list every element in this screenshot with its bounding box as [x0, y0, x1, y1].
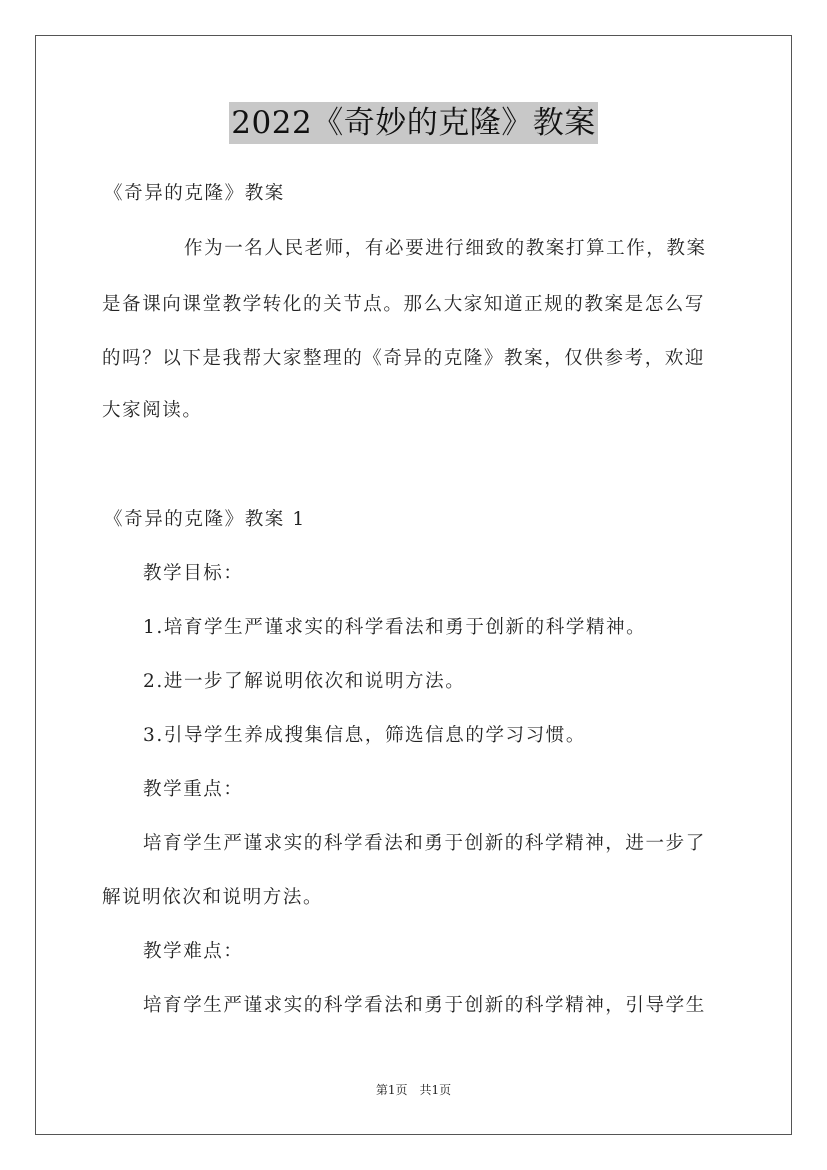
intro-line-4: 大家阅读。 — [102, 400, 203, 421]
title-container — [0, 102, 827, 144]
key-points-line-1: 培育学生严谨求实的科学看法和勇于创新的科学精神，进一步了 — [143, 833, 706, 854]
objectives-heading: 教学目标： — [143, 563, 244, 584]
document-subtitle: 《奇异的克隆》教案 — [104, 183, 285, 204]
intro-line-3: 的吗？以下是我帮大家整理的《奇异的克隆》教案，仅供参考，欢迎 — [102, 348, 706, 369]
objective-item-1: 1.培育学生严谨求实的科学看法和勇于创新的科学精神。 — [143, 617, 647, 638]
difficulties-line-1: 培育学生严谨求实的科学看法和勇于创新的科学精神，引导学生 — [143, 995, 706, 1016]
intro-line-1: 作为一名人民老师，有必要进行细致的教案打算工作，教案 — [184, 238, 707, 259]
document-title: 2022《奇妙的克隆》教案 — [229, 102, 597, 144]
difficulties-heading: 教学难点： — [143, 941, 244, 962]
key-points-line-2: 解说明依次和说明方法。 — [102, 887, 324, 908]
objective-item-3: 3.引导学生养成搜集信息，筛选信息的学习习惯。 — [143, 725, 586, 746]
page-footer: 第1页 共1页 — [375, 1083, 452, 1097]
key-points-heading: 教学重点： — [143, 779, 244, 800]
section-heading: 《奇异的克隆》教案 1 — [104, 509, 306, 530]
intro-line-2: 是备课向课堂教学转化的关节点。那么大家知道正规的教案是怎么写 — [102, 294, 706, 315]
objective-item-2: 2.进一步了解说明依次和说明方法。 — [143, 671, 466, 692]
